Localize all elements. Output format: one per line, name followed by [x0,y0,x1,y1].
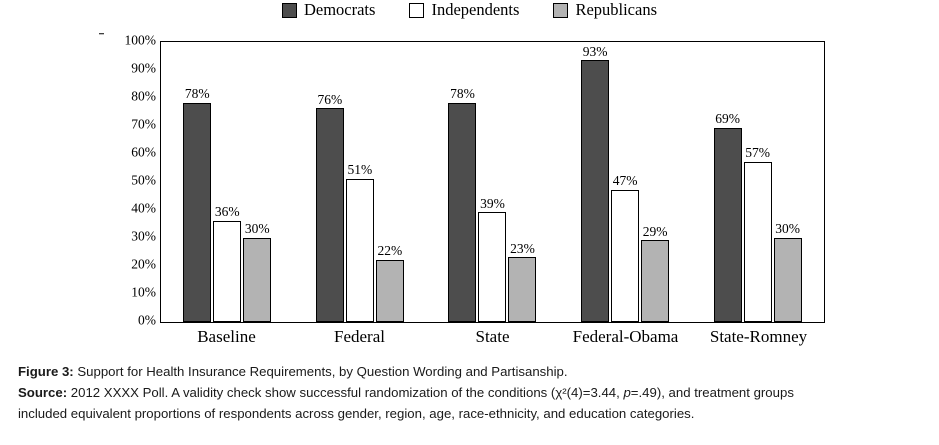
plot-inner [161,42,824,322]
bar-federal-independents[interactable] [346,179,374,322]
bar-wrap-federal-independents [346,42,374,322]
bar-wrap-baseline-republicans [243,42,271,322]
bar-baseline-independents[interactable] [213,221,241,322]
caption-source-text-1: 2012 XXXX Poll. A validity check show successful randomization of the conditions ( [67,385,556,400]
x-label-federal-obama: Federal-Obama [572,327,679,346]
legend-swatch-democrats [282,3,297,18]
bar-federal-democrats[interactable] [316,108,344,322]
caption-divider [0,352,939,353]
x-label-federal: Federal [334,327,385,346]
bar-wrap-state-romney-democrats [714,42,742,322]
x-label-state-romney: State-Romney [709,327,808,346]
y-tick-20: 20% [131,256,156,272]
y-tick-90: 90% [131,60,156,76]
bar-federal-obama-republicans[interactable] [641,240,669,322]
bar-wrap-state-romney-republicans [774,42,802,322]
bar-state-republicans[interactable] [508,257,536,322]
bar-value-federal-obama-republicans: 29% [642,223,668,239]
caption-source-line-2: included equivalent proportions of respondents across gender, region, age, race-ethnicity, and education categories. [18,406,695,421]
bar-value-baseline-independents: 36% [214,204,240,220]
bar-value-federal-democrats: 76% [317,91,343,107]
bar-groups [161,42,824,322]
bar-wrap-federal-obama-republicans [641,42,669,322]
caption-figure-text: Support for Health Insurance Requirements, by Question Wording and Partisanship. [73,364,568,379]
bar-wrap-state-democrats [448,42,476,322]
legend-item-independents [409,2,519,19]
chart-legend [0,2,939,19]
y-tick-30: 30% [131,228,156,244]
bar-federal-obama-democrats[interactable] [581,60,609,322]
figure-caption [18,362,926,425]
bar-wrap-federal-obama-democrats [581,42,609,322]
bar-federal-obama-independents[interactable] [611,190,639,322]
y-axis-labels [104,32,156,328]
legend-label-republicans: Republicans [575,0,658,19]
y-tick-40: 40% [131,200,156,216]
bar-value-baseline-republicans: 30% [244,220,270,236]
legend-item-democrats [282,2,375,19]
bar-baseline-democrats[interactable] [183,103,211,322]
legend-swatch-independents [409,3,424,18]
bar-value-state-democrats: 78% [450,85,475,101]
bar-wrap-state-republicans [508,42,536,322]
bar-value-federal-independents: 51% [347,161,373,177]
y-tick-0: 0% [138,312,156,328]
bar-state-romney-independents[interactable] [744,162,772,322]
bar-wrap-federal-obama-independents [611,42,639,322]
bar-state-romney-republicans[interactable] [774,238,802,322]
y-tick-50: 50% [131,172,156,188]
bar-state-romney-democrats[interactable] [714,128,742,322]
bar-wrap-state-independents [478,42,506,322]
bar-group-state [426,42,559,322]
bar-wrap-state-romney-independents [744,42,772,322]
y-tick-100: 100% [104,33,156,47]
legend-label-independents: Independents [431,0,520,19]
bar-value-federal-obama-independents: 47% [612,173,638,189]
y-tick-70: 70% [131,116,156,132]
legend-label-democrats: Democrats [303,0,376,19]
bar-baseline-republicans[interactable] [243,238,271,322]
y-tick-80: 80% [131,88,156,104]
bar-group-federal [294,42,427,322]
bar-state-democrats[interactable] [448,103,476,322]
bar-wrap-baseline-democrats [183,42,211,322]
x-axis-labels [160,327,825,347]
caption-figure-line [18,362,926,382]
bar-value-state-independents: 39% [480,195,505,211]
bar-value-baseline-democrats: 78% [184,85,210,101]
bar-value-state-republicans: 23% [510,240,535,256]
x-label-state: State [475,327,510,346]
bar-state-independents[interactable] [478,212,506,322]
bar-value-state-romney-republicans: 30% [775,220,801,236]
y-tick-60: 60% [131,144,156,160]
bar-value-federal-republicans: 22% [377,243,403,259]
legend-swatch-republicans [553,3,568,18]
bar-group-federal-obama [559,42,692,322]
bar-value-state-romney-independents: 57% [745,145,771,161]
caption-figure-label: Figure 3: [18,364,74,379]
bar-group-state-romney [691,42,824,322]
caption-source-line [18,383,926,403]
caption-source-stat-2: =.49), and treatment groups [630,385,794,400]
bar-value-state-romney-democrats: 69% [715,111,741,127]
bar-wrap-federal-democrats [316,42,344,322]
y-tick-10: 10% [131,284,156,300]
bar-wrap-baseline-independents [213,42,241,322]
caption-source-stat-p: p [623,385,631,400]
legend-item-republicans [553,2,657,19]
plot-area [160,41,825,323]
bar-group-baseline [161,42,294,322]
caption-source-stat-1: χ²(4)=3.44, [555,385,624,400]
bar-value-federal-obama-democrats: 93% [582,43,608,59]
bar-federal-republicans[interactable] [376,260,404,322]
caption-source-label: Source: [18,385,68,400]
bar-wrap-federal-republicans [376,42,404,322]
x-label-baseline: Baseline [197,327,256,346]
